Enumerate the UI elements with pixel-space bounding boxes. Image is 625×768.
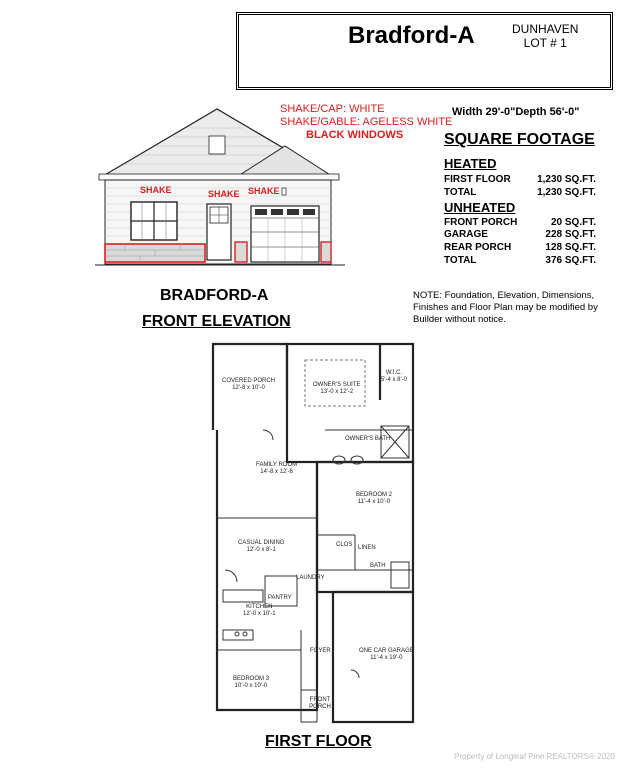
- room-name: ONE CAR GARAGE: [359, 648, 414, 654]
- room-bedroom-2: [356, 492, 392, 506]
- row-label: FRONT PORCH: [444, 217, 518, 228]
- heated-row: [444, 174, 596, 185]
- room-size: 11'-4 x 10'-0: [357, 499, 391, 505]
- room-casual-dining: [238, 540, 284, 554]
- windows-note: BLACK WINDOWS: [306, 129, 404, 141]
- row-value: 228 SQ.FT.: [545, 229, 596, 240]
- room-family: [256, 462, 297, 476]
- unheated-row: [444, 217, 596, 228]
- room-laundry: LAUNDRY: [296, 575, 325, 581]
- room-size: 12'-8 x 10'-0: [232, 385, 265, 391]
- row-label: FIRST FLOOR: [444, 174, 511, 185]
- row-value: 376 SQ.FT.: [545, 255, 596, 266]
- heated-title: HEATED: [444, 156, 497, 171]
- row-label: TOTAL: [444, 187, 477, 198]
- room-size: 5'-4 x 8'-0: [381, 377, 407, 383]
- heated-row: [444, 187, 596, 198]
- room-size: 11'-4 x 19'-0: [370, 655, 403, 661]
- shake-cap-note: SHAKE/CAP: WHITE: [280, 103, 385, 115]
- plan-dimensions: Width 29'-0"Depth 56'-0": [452, 106, 580, 118]
- row-value: 20 SQ.FT.: [550, 217, 596, 228]
- shake-gable-note: SHAKE/GABLE: AGELESS WHITE: [280, 116, 453, 128]
- room-covered-porch: [222, 378, 275, 392]
- row-label: TOTAL: [444, 255, 477, 266]
- row-value: 1,230 SQ.FT.: [537, 174, 596, 185]
- room-bath: BATH: [370, 563, 386, 569]
- plan-title: Bradford-A: [348, 22, 475, 49]
- room-kitchen: [243, 604, 276, 618]
- room-size: 14'-8 x 12'-6: [260, 469, 293, 475]
- unheated-row: [444, 242, 596, 253]
- row-label: GARAGE: [444, 229, 488, 240]
- room-name: BEDROOM 2: [356, 492, 393, 498]
- elevation-caption: FRONT ELEVATION: [142, 313, 291, 330]
- room-closet: CLOS: [336, 542, 353, 548]
- room-size: 10'-0 x 10'-0: [234, 683, 268, 689]
- room-wic: [381, 370, 407, 384]
- community-name: DUNHAVEN: [512, 22, 579, 36]
- room-name: OWNER'S SUITE: [313, 382, 361, 388]
- watermark: Property of Longleaf Pine REALTORS® 2020: [454, 752, 615, 761]
- row-value: 128 SQ.FT.: [545, 242, 596, 253]
- floor-caption: FIRST FLOOR: [265, 733, 372, 750]
- lot-number: LOT # 1: [523, 36, 567, 50]
- shake-label-3: SHAKE: [248, 186, 280, 196]
- shake-label-2: SHAKE: [208, 189, 240, 199]
- room-bedroom-3: [233, 676, 269, 690]
- room-size: 12'-0 x 8'-1: [246, 547, 276, 553]
- room-name: KITCHEN: [246, 604, 273, 610]
- room-size: 12'-0 x 10'-1: [243, 611, 276, 617]
- room-owners-bath: [345, 436, 390, 443]
- room-linen: LINEN: [358, 545, 376, 551]
- room-name: W.I.C.: [385, 370, 403, 376]
- unheated-title: UNHEATED: [444, 200, 516, 215]
- model-caption: BRADFORD-A: [160, 287, 269, 304]
- builder-note: NOTE: Foundation, Elevation, Dimensions, Finishes and Floor Plan may be modified by Builder without notice.: [413, 290, 598, 325]
- room-name: COVERED PORCH: [222, 378, 276, 384]
- room-owners-suite: [313, 382, 360, 396]
- community-lot: [512, 22, 578, 50]
- row-label: REAR PORCH: [444, 242, 512, 253]
- room-foyer: FOYER: [310, 648, 331, 654]
- room-pantry: PANTRY: [268, 595, 292, 601]
- row-value: 1,230 SQ.FT.: [537, 187, 596, 198]
- room-garage: [359, 648, 414, 662]
- room-name: CASUAL DINING: [238, 540, 285, 546]
- unheated-row: [444, 229, 596, 240]
- room-size: 13'-0 x 12'-2: [320, 389, 354, 395]
- room-name: OWNER'S BATH: [345, 436, 391, 442]
- room-name: FAMILY ROOM: [256, 462, 298, 468]
- room-front-porch: FRONT PORCH: [309, 697, 331, 710]
- floor-plan-drawing: [205, 340, 420, 730]
- unheated-row: [444, 255, 596, 266]
- shake-label-1: SHAKE: [140, 185, 172, 195]
- square-footage-title: SQUARE FOOTAGE: [444, 131, 595, 148]
- room-name: BEDROOM 3: [233, 676, 270, 682]
